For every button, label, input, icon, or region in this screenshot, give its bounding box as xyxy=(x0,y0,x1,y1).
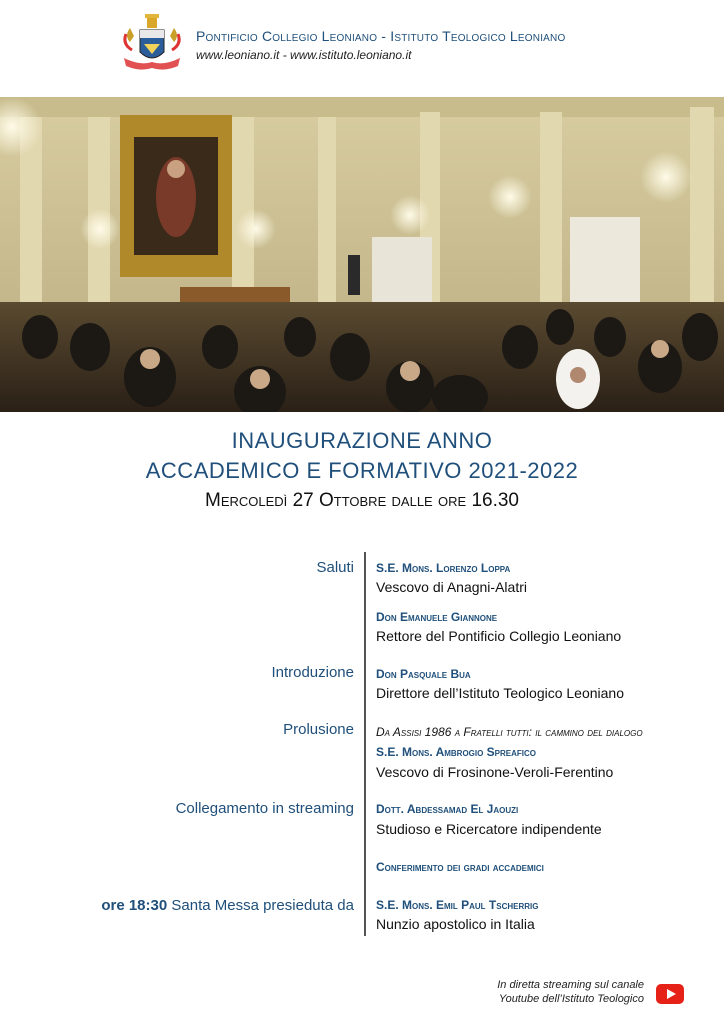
speaker-role: Direttore dell’Istituto Teologico Leoniano xyxy=(376,685,625,701)
event-date: Mercoledì 27 Ottobre dalle ore 16.30 xyxy=(205,490,519,511)
program-label-prolusione: Prolusione xyxy=(283,721,354,738)
speaker-name: Don Emanuele Giannone xyxy=(376,610,498,624)
program-label-introduzione: Introduzione xyxy=(271,664,354,681)
streaming-note-line1: In diretta streaming sul canale xyxy=(497,979,644,991)
speaker-name: S.E. Mons. Lorenzo Loppa xyxy=(376,561,511,575)
conferimento-note: Conferimento dei gradi accademici xyxy=(376,860,544,874)
program-label-streaming: Collegamento in streaming xyxy=(175,800,354,817)
messa-label: Santa Messa presieduta da xyxy=(171,897,354,914)
speaker-role: Nunzio apostolico in Italia xyxy=(376,916,535,932)
speaker-name: S.E. Mons. Emil Paul Tscherrig xyxy=(376,898,539,912)
event-title-line1: INAUGURAZIONE ANNO xyxy=(231,428,493,453)
speaker-name: Dott. Abdessamad El Jaouzi xyxy=(376,802,519,816)
speaker-role: Studioso e Ricercatore indipendente xyxy=(376,821,602,837)
header xyxy=(0,0,724,97)
streaming-note-line2: Youtube dell’Istituto Teologico xyxy=(498,993,644,1005)
speaker-role: Vescovo di Anagni-Alatri xyxy=(376,579,527,595)
institution-name: Pontificio Collegio Leoniano - Istituto Teologico Leoniano xyxy=(196,28,566,44)
speaker-name: S.E. Mons. Ambrogio Spreafico xyxy=(376,745,537,759)
event-title-line2: ACCADEMICO E FORMATIVO 2021-2022 xyxy=(145,458,579,483)
messa-time: ore 18:30 xyxy=(101,897,168,914)
program-label-saluti: Saluti xyxy=(316,559,354,576)
speaker-name: Don Pasquale Bua xyxy=(376,667,471,681)
speaker-role: Rettore del Pontificio Collegio Leoniano xyxy=(376,628,622,644)
streaming-note xyxy=(497,978,644,1006)
program-label-messa xyxy=(101,897,354,914)
coat-of-arms-icon xyxy=(120,14,184,74)
youtube-icon[interactable] xyxy=(656,984,684,1004)
program-divider xyxy=(364,552,366,936)
speaker-role: Vescovo di Frosinone-Veroli-Ferentino xyxy=(376,764,614,780)
lecture-title: Da Assisi 1986 a Fratelli tutti: il cammino del dialogo xyxy=(376,725,643,739)
event-photo xyxy=(0,97,724,412)
website-links: www.leoniano.it - www.istituto.leoniano.it xyxy=(196,48,412,62)
